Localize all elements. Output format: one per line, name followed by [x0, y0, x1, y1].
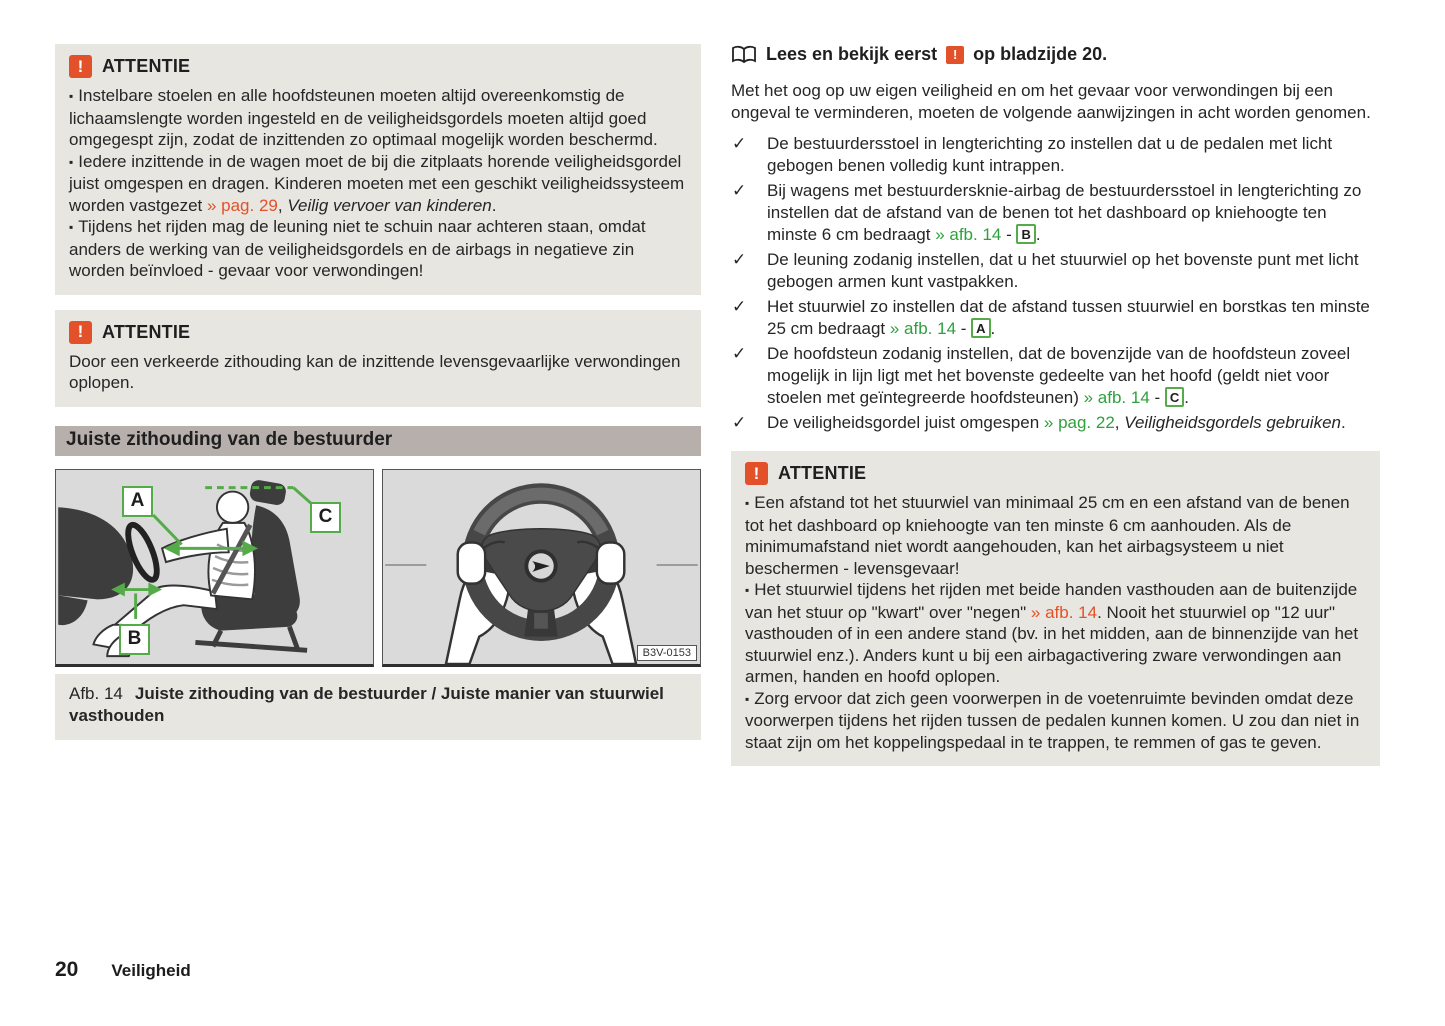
item-text: , [1114, 413, 1125, 432]
bullet-icon: ▪ [69, 220, 74, 234]
warning-text: Door een verkeerde zithouding kan de inzittende levensgevaarlijke verwondingen oplopen. [69, 351, 681, 392]
warning-title: ATTENTIE [102, 56, 191, 76]
item-text: De leuning zodanig instellen, dat u het stuurwiel op het bovenste punt met licht gebogen armen kunt vastpakken. [767, 250, 1359, 291]
checklist [731, 133, 1380, 434]
figure-code: B3V-0153 [637, 645, 697, 661]
ref-title-italic: Veiligheidsgordels gebruiken [1124, 413, 1341, 432]
exclamation-glyph: ! [77, 322, 84, 341]
warning-icon [745, 462, 768, 485]
warning-header [745, 462, 1365, 485]
bullet-icon: ▪ [69, 89, 74, 103]
checklist-item [731, 180, 1380, 246]
section-header: Juiste zithouding van de bestuurder [55, 426, 701, 456]
warning-text: Een afstand tot het stuurwiel van minimaal 25 cm en een afstand van de benen tot het dashboard op kniehoogte van ten minste 6 cm aanhouden. Als de minimumafstand niet wordt aangehouden, kan het airbagsysteem u niet beschermen - levensgevaar! [745, 493, 1350, 578]
item-text: . [990, 319, 996, 338]
item-text: De veiligheidsgordel juist omgespen [767, 413, 1044, 432]
figure-seating-panel [55, 469, 374, 667]
warning-bullet [745, 579, 1365, 688]
figure-ref-box-b: B [1016, 224, 1035, 244]
warning-bullet [69, 216, 686, 282]
warning-text: Tijdens het rijden mag de leuning niet te schuin naar achteren staan, omdat anders de werking van de veiligheidsgordels en de airbags in negatieve zin worden beïnvloed - gevaar voor verwondingen! [69, 217, 646, 280]
warning-box-posture [55, 310, 701, 407]
warning-text: Iedere inzittende in de wagen moet de bij die zitplaats horende veiligheidsgordel juist omgespen en dragen. Kinderen moeten met een geschikt veiligheidssysteem worden vastgezet [69, 151, 685, 215]
item-text: Het stuurwiel zo instellen dat de afstand tussen stuurwiel en borstkas ten minste 25 cm bedraagt [767, 297, 1370, 338]
warning-title: ATTENTIE [778, 463, 867, 483]
item-text: - [956, 319, 972, 338]
checklist-item [731, 296, 1380, 340]
ref-link-afb-14[interactable]: » afb. 14 [1083, 388, 1150, 407]
book-icon [731, 45, 757, 65]
warning-bullet [69, 85, 686, 151]
exclamation-glyph: ! [952, 47, 958, 62]
read-first-note [731, 44, 1380, 65]
warning-bullet [745, 688, 1365, 754]
ref-link-afb-14[interactable]: » afb. 14 [935, 225, 1002, 244]
figure-steering-panel [382, 469, 701, 667]
warning-text: . Nooit het stuurwiel op "12 uur" vasthouden of in een andere stand (bv. in het midden, aan de binnenzijde van het stuurwiel enz.). Anders kunt u bij een airbagactivering zware verwondingen aan armen, handen en hoofd oplopen. [745, 602, 1359, 686]
figure-panels [55, 469, 701, 667]
warning-icon [69, 55, 92, 78]
item-text: - [1001, 225, 1017, 244]
checklist-item [731, 133, 1380, 177]
figure-14 [55, 469, 701, 740]
bullet-icon: ▪ [745, 496, 750, 510]
page-footer [55, 958, 191, 982]
figure-label-a: A [122, 486, 153, 517]
bullet-icon: ▪ [745, 583, 750, 597]
warning-text: Zorg ervoor dat zich geen voorwerpen in de voetenruimte bevinden omdat deze voorwerpen tijdens het rijden tussen de pedalen kunnen komen. U zou dan niet in staat zijn om het koppelingspedaal in te trappen, te remmen of gas te geven. [745, 688, 1360, 752]
intro-paragraph: Met het oog op uw eigen veiligheid en om het gevaar voor verwondingen bij een ongeval te verminderen, moeten de volgende aanwijzingen in acht worden genomen. [731, 81, 1371, 122]
ref-link-afb-14[interactable]: » afb. 14 [1030, 602, 1098, 622]
steering-wheel-illustration [383, 470, 700, 664]
ref-link-afb-14[interactable]: » afb. 14 [889, 319, 957, 338]
check-icon: ✓ [732, 134, 747, 153]
exclamation-glyph: ! [77, 56, 84, 76]
checklist-item [731, 249, 1380, 293]
warning-text: , [277, 195, 288, 215]
item-text: De hoofdsteun zodanig instellen, dat de bovenzijde van de hoofdsteun zoveel mogelijk in lijn ligt met het bovenste gedeelte van het hoofd (geldt niet voor stoelen met geïntegreerde hoofdsteunen) [767, 344, 1351, 407]
figure-label-b: B [119, 624, 150, 655]
right-column [731, 44, 1380, 766]
figure-caption [55, 674, 701, 740]
warning-box-seats [55, 44, 701, 295]
seating-illustration [56, 470, 373, 664]
warning-icon-inline [946, 46, 964, 64]
warning-text: . [491, 195, 497, 215]
exclamation-glyph: ! [753, 463, 760, 483]
check-icon: ✓ [732, 413, 747, 432]
warning-title: ATTENTIE [102, 321, 191, 342]
warning-icon [69, 321, 92, 344]
check-icon: ✓ [732, 250, 747, 269]
warning-bullet [745, 492, 1365, 579]
ref-title-italic: Veilig vervoer van kinderen [287, 195, 492, 215]
warning-header [69, 55, 686, 78]
figure-ref-box-c: C [1165, 387, 1184, 407]
item-text: . [1184, 388, 1190, 407]
chapter-title: Veiligheid [111, 961, 191, 980]
figure-caption-text: Juiste zithouding van de bestuurder / Juiste manier van stuurwiel vasthouden [69, 683, 664, 725]
check-icon: ✓ [732, 297, 747, 316]
warning-bullet [69, 151, 686, 217]
warning-header [69, 321, 686, 344]
item-text: . [1035, 225, 1041, 244]
warning-text: Instelbare stoelen en alle hoofdsteunen moeten altijd overeenkomstig de lichaamslengte worden ingesteld en de veiligheidsgordels moeten altijd goed omgegespt zijn, zodat de inzittenden zo optimaal mogelijk worden beschermd. [69, 86, 658, 149]
item-text: Bij wagens met bestuurdersknie-airbag de bestuurdersstoel in lengterichting zo instellen dat de afstand van de benen tot het dashboard op kniehoogte ten minste 6 cm bedraagt [767, 181, 1362, 244]
item-text: De bestuurdersstoel in lengterichting zo instellen dat u de pedalen met licht gebogen benen volledig kunt intrappen. [767, 134, 1333, 175]
ref-link-pag-29[interactable]: » pag. 29 [206, 195, 278, 215]
checklist-item [731, 412, 1380, 434]
figure-caption-label: Afb. 14 [69, 683, 123, 703]
warning-text: Het stuurwiel tijdens het rijden met beide handen vasthouden aan de buitenzijde van het stuur op "kwart" over "negen" [745, 580, 1358, 622]
figure-label-c: C [310, 502, 341, 533]
item-text: - [1149, 388, 1165, 407]
figure-ref-box-a: A [971, 318, 990, 338]
left-column [55, 44, 701, 740]
warning-box-steering [731, 451, 1380, 766]
page-number: 20 [55, 958, 79, 981]
ref-link-pag-22[interactable]: » pag. 22 [1043, 413, 1115, 432]
item-text: . [1340, 413, 1346, 432]
bullet-icon: ▪ [745, 691, 750, 706]
read-first-prefix: Lees en bekijk eerst [766, 44, 938, 64]
checklist-item [731, 343, 1380, 409]
check-icon: ✓ [732, 344, 747, 363]
read-first-suffix: op bladzijde 20. [973, 44, 1108, 64]
check-icon: ✓ [732, 181, 747, 200]
bullet-icon: ▪ [69, 154, 74, 169]
